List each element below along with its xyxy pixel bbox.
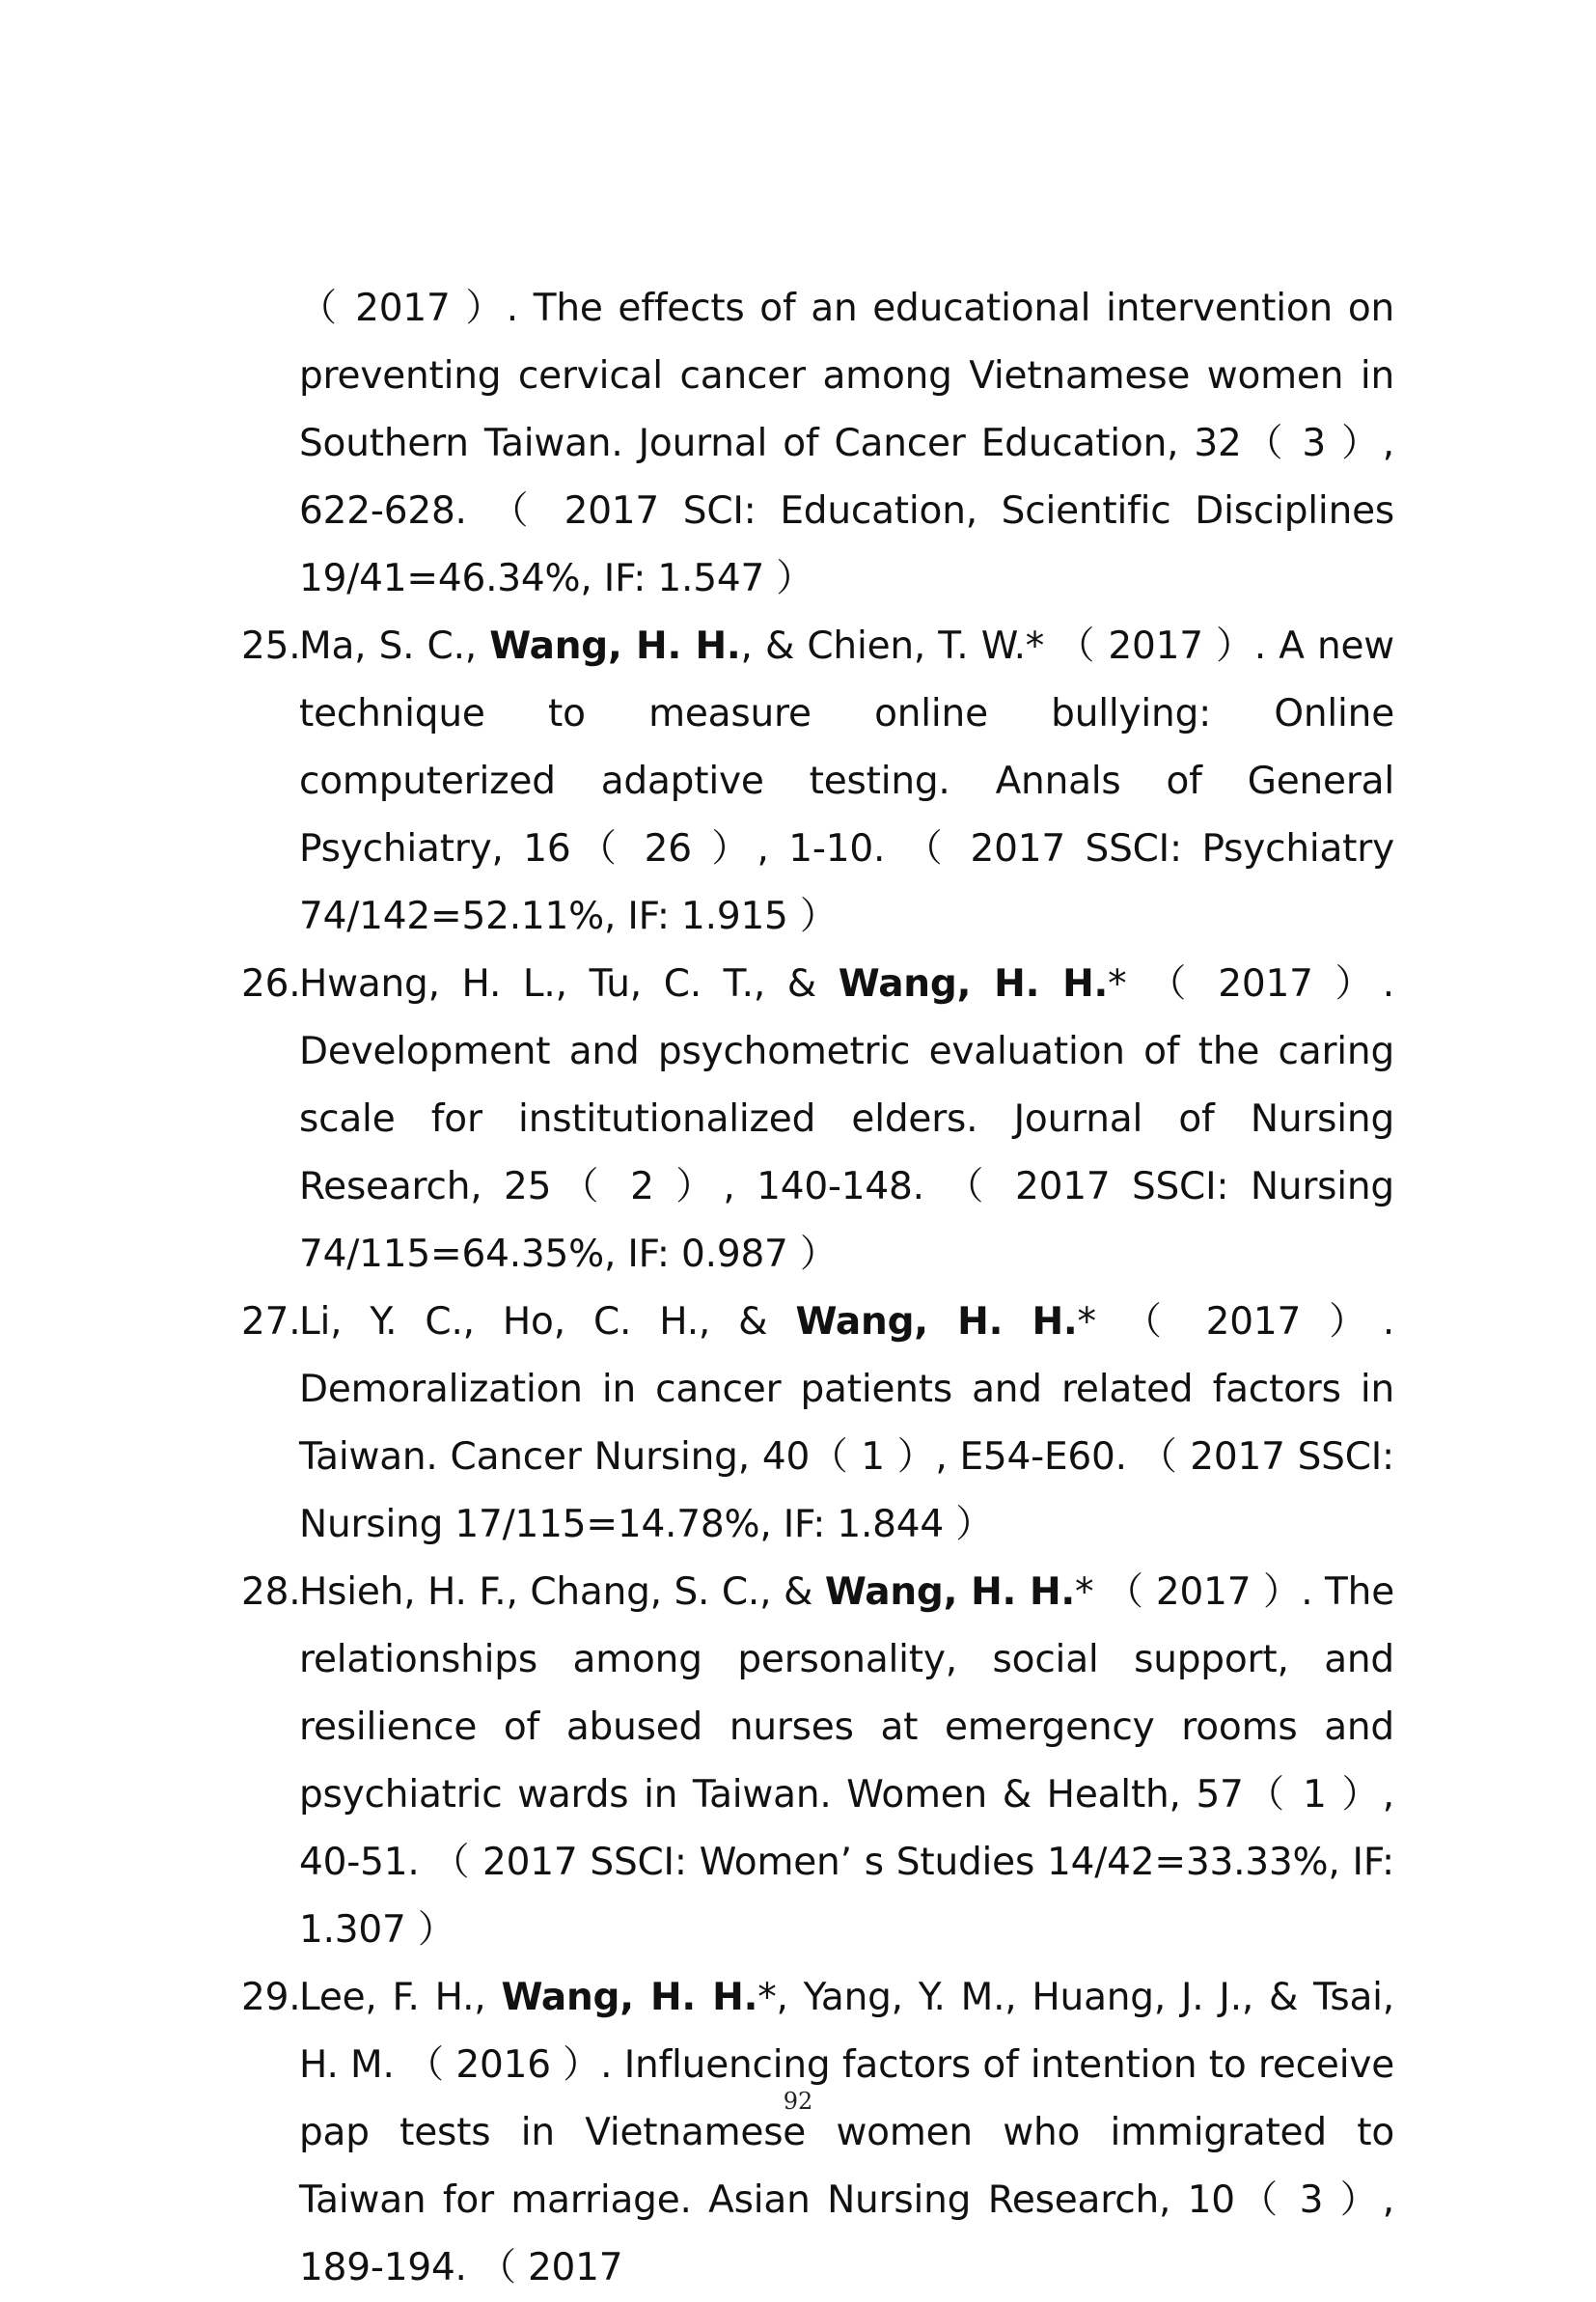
- reference-entry-27: [241, 1289, 1394, 1559]
- reference-number: 28.: [241, 1570, 301, 1614]
- highlighted-author: Wang, H. H.: [824, 1570, 1076, 1614]
- reference-authors: Lee, F. H.,: [299, 1976, 502, 2019]
- reference-authors: Hwang, H. L., Tu, C. T., &: [299, 962, 839, 1006]
- reference-text: * （ 2017 ）. Development and psychometric evaluation of the caring scale for institutionalized elders. Journal of Nursing Research, 25（ 2 ）, 140-148. （ 2017 SSCI: Nursing 74/115=64.35%, IF: 0.987 ）: [299, 962, 1394, 1276]
- reference-text: * （ 2017 ）. Demoralization in cancer patients and related factors in Taiwan. Cancer Nursing, 40（ 1 ）, E54-E60. （ 2017 SSCI: Nursing 17/115=14.78%, IF: 1.844 ）: [299, 1300, 1395, 1546]
- reference-entry-25: [241, 613, 1394, 951]
- reference-entry-26: [241, 951, 1394, 1289]
- reference-entry-29: [241, 1964, 1394, 2302]
- reference-number: 27.: [241, 1300, 301, 1344]
- reference-text: *, Yang, Y. M., Huang, J. J., & Tsai, H. M. （ 2016 ）. Influencing factors of intention to receive pap tests in Vietnamese women who immigrated to Taiwan for marriage. Asian Nursing Research, 10（ 3 ）, 189-194. （ 2017: [299, 1976, 1394, 2289]
- reference-list: [241, 275, 1394, 2302]
- highlighted-author: Wang, H. H.: [501, 1976, 758, 2019]
- page-number: 92: [783, 2088, 813, 2115]
- reference-number: 26.: [241, 962, 301, 1006]
- reference-entry-28: [241, 1559, 1394, 1964]
- highlighted-author: Wang, H. H.: [489, 624, 741, 668]
- reference-number: 25.: [241, 624, 301, 668]
- reference-authors: Ma, S. C.,: [299, 624, 490, 668]
- highlighted-author: Wang, H. H.: [795, 1300, 1078, 1344]
- reference-number: 29.: [241, 1976, 301, 2019]
- reference-text: , & Chien, T. W.* （ 2017 ）. A new technique to measure online bullying: Online computerized adaptive testing. Annals of General Psychiatry, 16（ 26 ）, 1-10. （ 2017 SSCI: Psychiatry 74/142=52.11%, IF: 1.915 ）: [299, 624, 1394, 938]
- reference-text: * （ 2017 ）. The relationships among personality, social support, and resilience of abused nurses at emergency rooms and psychiatric wards in Taiwan. Women & Health, 57（ 1 ）, 40-51. （ 2017 SSCI: Women’ s Studies 14/42=33.33%, IF: 1.307 ）: [299, 1570, 1394, 1952]
- reference-authors: Li, Y. C., Ho, C. H., &: [299, 1300, 796, 1344]
- reference-entry-continued: [241, 275, 1394, 613]
- reference-authors: Hsieh, H. F., Chang, S. C., &: [299, 1570, 825, 1614]
- highlighted-author: Wang, H. H.: [838, 962, 1109, 1006]
- reference-text: （ 2017 ）. The effects of an educational intervention on preventing cervical cancer among Vietnamese women in Southern Taiwan. Journal of Cancer Education, 32（ 3 ）, 622-628. （ 2017 SCI: Education, Scientific Disciplines 19/41=46.34%, IF: 1.547 ）: [299, 287, 1394, 600]
